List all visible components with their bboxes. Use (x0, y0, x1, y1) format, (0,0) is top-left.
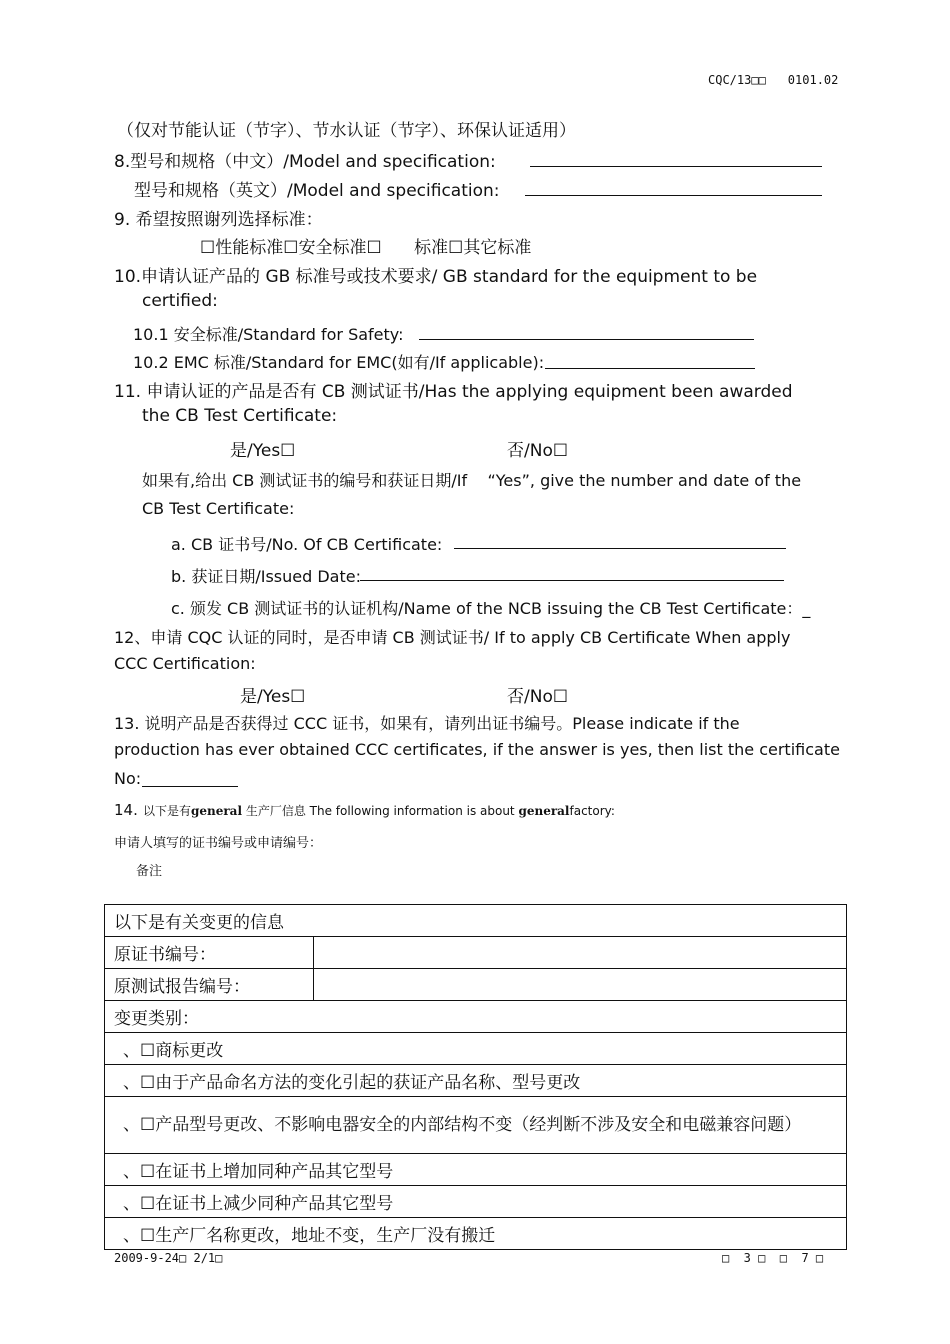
item11-no-checkbox[interactable]: 否/No☐ (507, 441, 569, 461)
orig-cert-label: 原证书编号： (105, 937, 314, 969)
item11-issued-date-label: b. 获证日期/Issued Date: (171, 567, 361, 586)
item11-title-line1: 11. 申请认证的产品是否有 CB 测试证书/Has the applying equipment been awarded (114, 382, 793, 402)
item11-cb-number-label: a. CB 证书号/No. Of CB Certificate: (171, 535, 443, 554)
table-row (105, 969, 847, 1001)
item11-cb-number-field[interactable] (454, 548, 786, 549)
item12-no-checkbox[interactable]: 否/No☐ (507, 687, 569, 707)
change-option-factory-name[interactable]: 、☐生产厂名称更改，地址不变，生产厂没有搬迁 (105, 1218, 847, 1250)
item13-line3: No: (114, 769, 142, 788)
remark-label: 备注 (136, 864, 163, 879)
item11-if-yes-line1: 如果有,给出 CB 测试证书的编号和获证日期/If “Yes”, give the number and date of the (142, 471, 802, 490)
applicant-number-label: 申请人填写的证书编号或申请编号： (114, 836, 323, 851)
footer-date: 2009-9-24□ 2/1□ (114, 1251, 223, 1265)
table-row (105, 905, 847, 937)
table-row (105, 1033, 847, 1065)
item12-line2: CCC Certification: (114, 654, 256, 673)
change-option-naming[interactable]: 、☐由于产品命名方法的变化引起的获证产品名称、型号更改 (105, 1065, 847, 1097)
item12-line1: 12、申请 CQC 认证的同时，是否申请 CB 测试证书/ If to apply CB Certificate When apply (114, 628, 791, 647)
item11-if-yes-line2: CB Test Certificate: (142, 499, 295, 518)
item13-line2: production has ever obtained CCC certificates, if the answer is yes, then list the certificate (114, 740, 840, 759)
item8-model-cn-label: 8.型号和规格（中文）/Model and specification: (114, 152, 496, 172)
item9-title: 9. 希望按照谢列选择标准： (114, 210, 323, 230)
header-doc-code: CQC/13□□ 0101.02 (708, 73, 839, 87)
item10-safety-field[interactable] (419, 339, 754, 340)
item10-title-line1: 10.申请认证产品的 GB 标准号或技术要求/ GB standard for the equipment to be (114, 267, 758, 287)
table-row (105, 1001, 847, 1033)
table-row (105, 1218, 847, 1250)
item10-emc-field[interactable] (545, 368, 755, 369)
table-row (105, 1097, 847, 1154)
change-option-model[interactable]: 、☐产品型号更改、不影响电器安全的内部结构不变（经判断不涉及安全和电磁兼容问题） (105, 1097, 847, 1154)
footer-page-number: □ 3 □ □ 7 □ (722, 1251, 824, 1265)
item10-safety-label: 10.1 安全标准/Standard for Safety: (133, 325, 404, 344)
table-row (105, 1186, 847, 1218)
change-info-table (104, 904, 847, 1250)
table-row (105, 1065, 847, 1097)
change-option-remove-model[interactable]: 、☐在证书上减少同种产品其它型号 (105, 1186, 847, 1218)
item11-title-line2: the CB Test Certificate: (142, 406, 338, 426)
item10-emc-label: 10.2 EMC 标准/Standard for EMC(如有/If applicable): (133, 353, 545, 372)
item13-cert-number-field[interactable] (142, 786, 238, 787)
change-table-header: 以下是有关变更的信息 (105, 905, 847, 937)
intro-note: （仅对节能认证（节字）、节水认证（节字）、环保认证适用） (117, 121, 576, 141)
item11-issued-date-field[interactable] (360, 580, 784, 581)
item11-ncb-name-label: c. 颁发 CB 测试证书的认证机构/Name of the NCB issuing the CB Test Certificate：_ (171, 599, 811, 618)
orig-cert-input[interactable] (314, 937, 847, 969)
item8-model-en-label: 型号和规格（英文）/Model and specification: (134, 181, 500, 201)
item12-yes-checkbox[interactable]: 是/Yes☐ (240, 687, 306, 707)
orig-report-label: 原测试报告编号： (105, 969, 314, 1001)
change-option-add-model[interactable]: 、☐在证书上增加同种产品其它型号 (105, 1154, 847, 1186)
change-option-trademark[interactable]: 、☐商标更改 (105, 1033, 847, 1065)
item10-title-line2: certified: (142, 291, 218, 311)
item9-standard-options[interactable]: ☐性能标准☐安全标准☐ 标准☐其它标准 (200, 238, 532, 258)
item11-yes-checkbox[interactable]: 是/Yes☐ (230, 441, 296, 461)
table-row (105, 1154, 847, 1186)
item8-model-en-field[interactable] (525, 195, 822, 196)
table-row (105, 937, 847, 969)
item13-line1: 13. 说明产品是否获得过 CCC 证书，如果有，请列出证书编号。Please indicate if the (114, 714, 740, 733)
orig-report-input[interactable] (314, 969, 847, 1001)
change-type-label: 变更类别： (105, 1001, 847, 1033)
item14-line: 14. 以下是有general 生产厂信息 The following information is about generalfactory: (114, 801, 615, 819)
item8-model-cn-field[interactable] (530, 166, 822, 167)
